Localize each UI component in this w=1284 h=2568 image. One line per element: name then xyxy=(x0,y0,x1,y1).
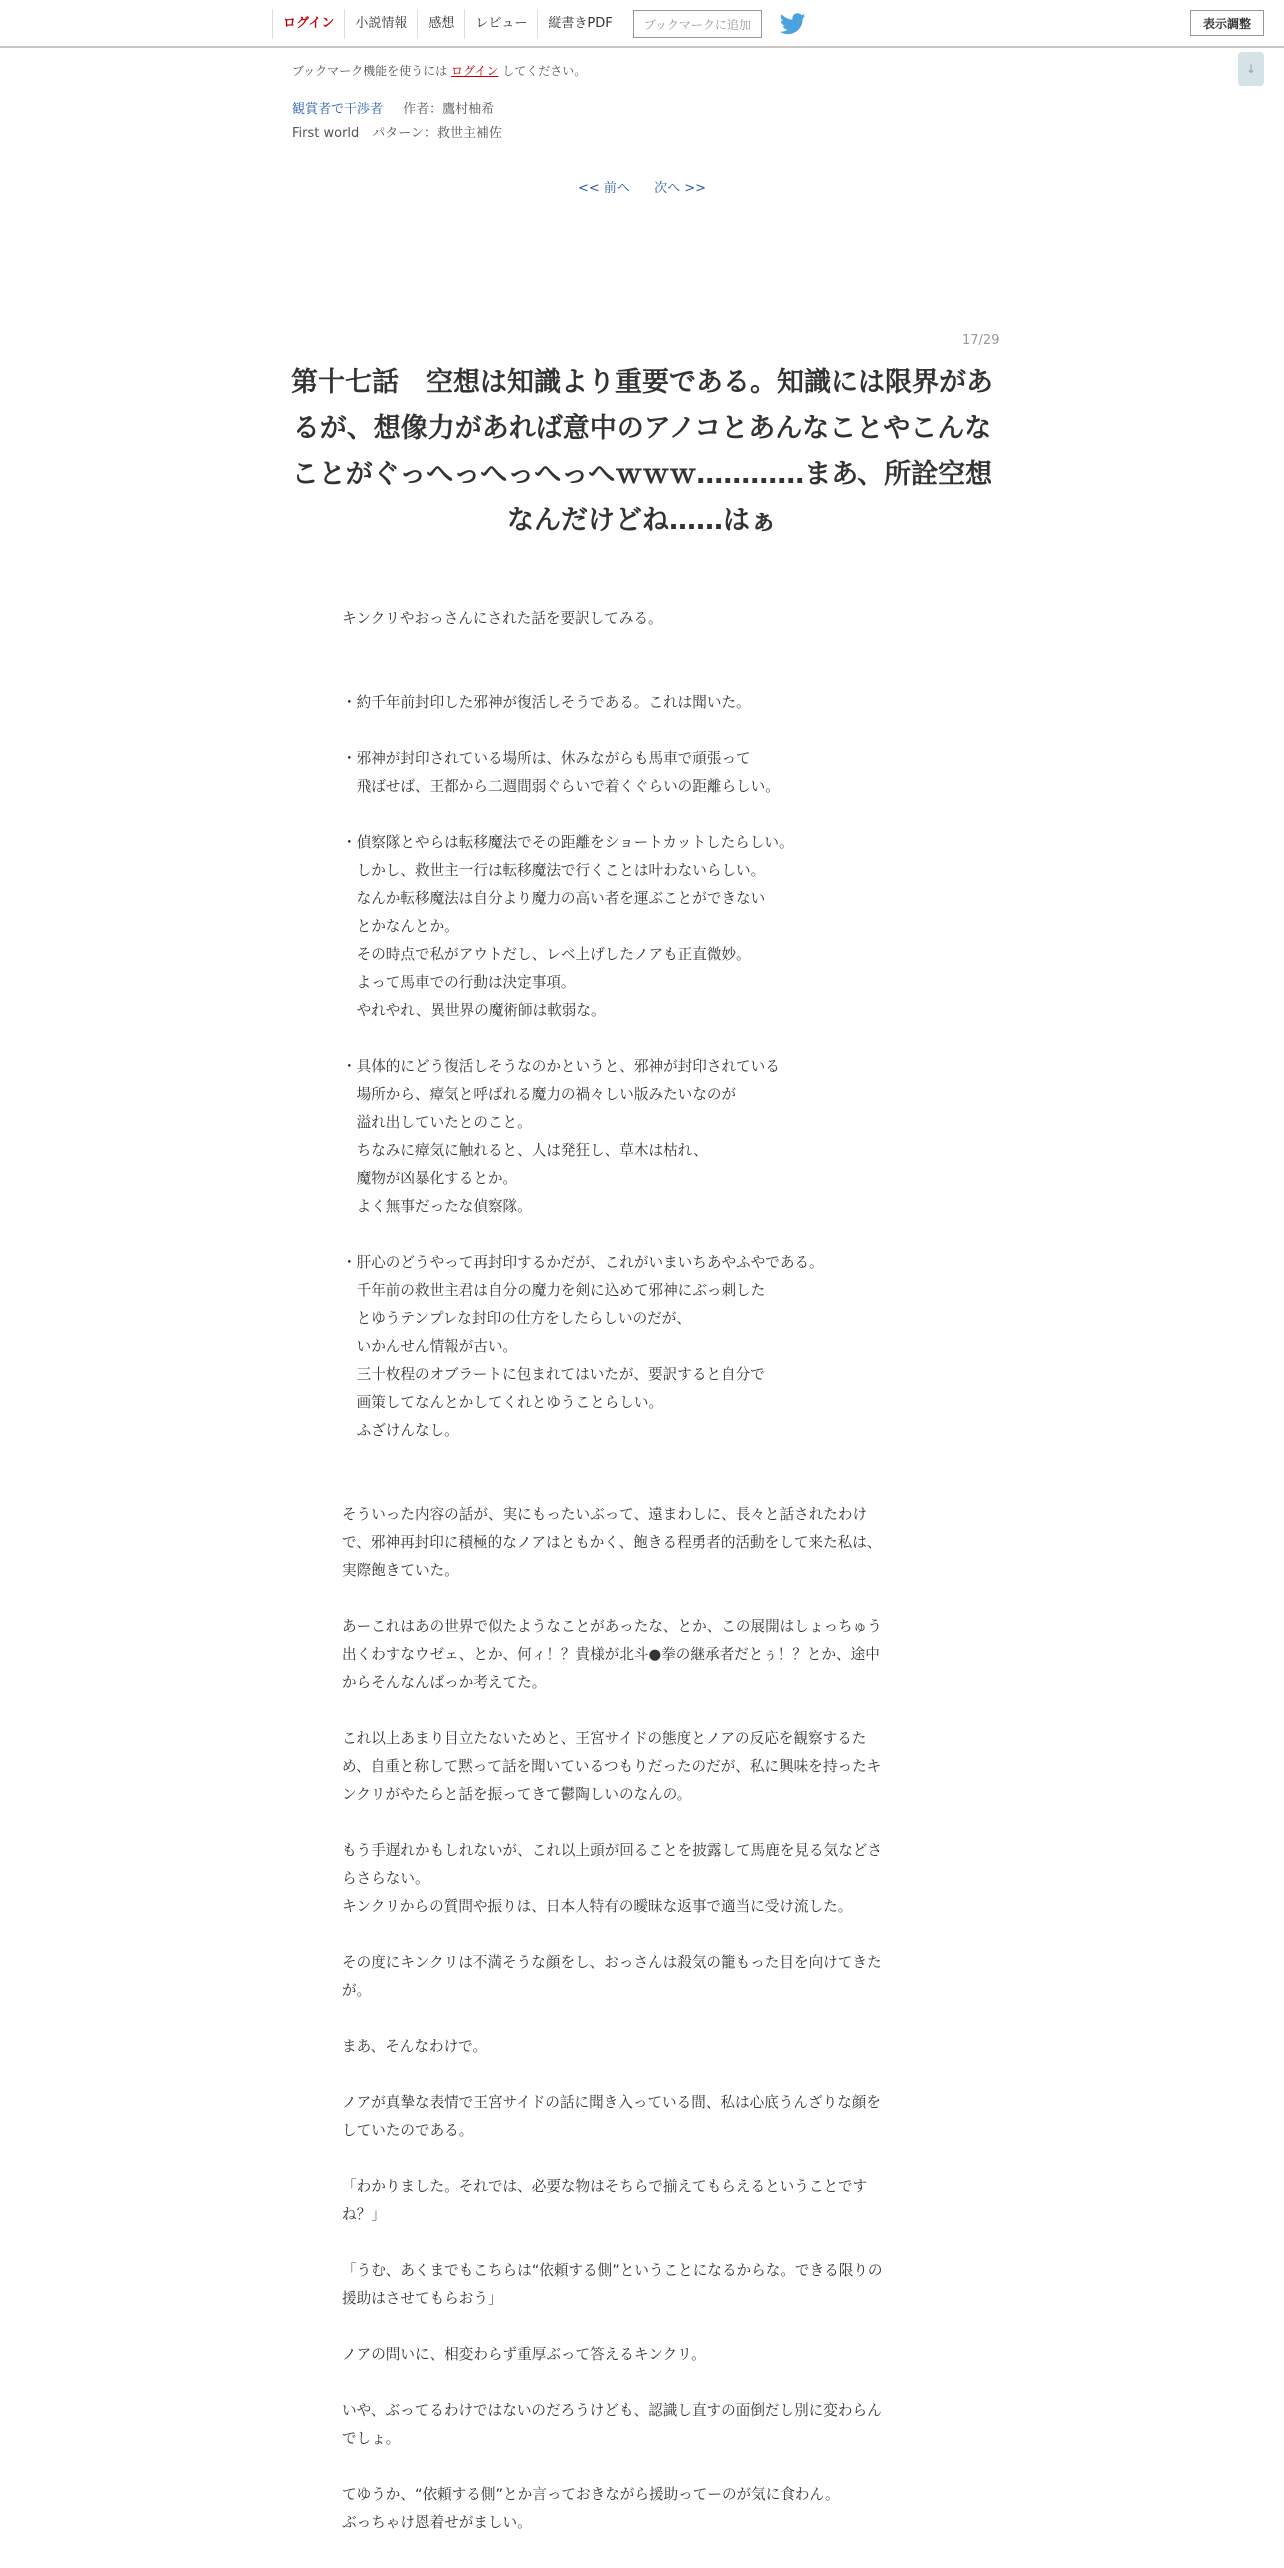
twitter-icon[interactable] xyxy=(780,13,806,35)
body-line: ・偵察隊とやらは転移魔法でその距離をショートカットしたらしい。 xyxy=(342,834,794,851)
body-line: その時点で私がアウトだし、レベ上げしたノアも正直微妙。 xyxy=(342,946,751,963)
notice-login-link[interactable]: ログイン xyxy=(451,64,499,78)
body-line: なんか転移魔法は自分より魔力の高い者を運ぶことができない xyxy=(342,890,766,907)
body-line: 「うむ、あくまでもこちらは“依頼する側”ということになるからな。できる限りの xyxy=(342,2262,883,2279)
body-line: これ以上あまり目立たないためと、王宮サイドの態度とノアの反応を観察するた xyxy=(342,1730,867,1747)
next-chapter-link[interactable]: 次へ >> xyxy=(654,181,706,196)
body-line: ぶっちゃけ恩着せがましい。 xyxy=(342,2514,532,2531)
body-line: め、自重と称して黙って話を聞いているつもりだったのだが、私に興味を持ったキ xyxy=(342,1758,882,1775)
body-line: てゆうか、“依頼する側”とか言っておきながら援助ってーのが気に食わん。 xyxy=(342,2486,840,2503)
body-line: その度にキンクリは不満そうな顔をし、おっさんは殺気の籠もった目を向けてきた xyxy=(342,1954,882,1971)
prev-chapter-link[interactable]: << 前へ xyxy=(578,181,630,196)
body-line: もう手遅れかもしれないが、これ以上頭が回ることを披露して馬鹿を見る気などさ xyxy=(342,1842,882,1859)
body-line: で、邪神再封印に積極的なノアはともかく、飽きる程勇者的活動をして来た私は、 xyxy=(342,1534,882,1551)
nav-novel-info[interactable]: 小説情報 xyxy=(344,9,417,39)
body-line xyxy=(342,1697,942,1725)
nav-login[interactable]: ログイン xyxy=(272,9,344,39)
body-line: 三十枚程のオブラートに包まれてはいたが、要訳すると自分で xyxy=(342,1366,765,1383)
body-line: 実際飽きていた。 xyxy=(342,1562,459,1579)
body-line: あーこれはあの世界で似たようなことがあったな、とか、この展開はしょっちゅう xyxy=(342,1618,882,1635)
body-line: キンクリからの質問や振りは、日本人特有の曖昧な返事で適当に受け流した。 xyxy=(342,1898,853,1915)
body-line: まあ、そんなわけで。 xyxy=(342,2038,488,2055)
chapter-title: 第十七話 空想は知識より重要である。知識には限界があるが、想像力があれば意中のアノコとあんなことやこんなことがぐっへっへっへっへｗｗｗ…………まあ、所詮空想なんだけどね……はぁ xyxy=(291,367,993,536)
body-line: 溢れ出していたとのこと。 xyxy=(342,1114,532,1131)
body-line xyxy=(342,2229,942,2257)
novel-subtitle: First world パターン：救世主補佐 xyxy=(292,126,503,141)
body-line xyxy=(342,633,942,661)
scroll-down-button[interactable]: ↓ xyxy=(1238,52,1264,86)
body-line: 千年前の救世主君は自分の魔力を剣に込めて邪神にぶっ刺した xyxy=(342,1282,766,1299)
body-line: 出くわすなウゼェ、とか、何ィ！？貴様が北斗●拳の継承者だとぅ！？とか、途中 xyxy=(342,1646,880,1663)
body-line xyxy=(342,1921,942,1949)
body-line: からそんなんばっか考えてた。 xyxy=(342,1674,547,1691)
body-line: ね？」 xyxy=(342,2206,386,2223)
body-line xyxy=(342,1473,942,1501)
body-line: やれやれ、異世界の魔術師は軟弱な。 xyxy=(342,1002,606,1019)
body-line: とかなんとか。 xyxy=(342,918,459,935)
body-line: ・邪神が封印されている場所は、休みながらも馬車で頑張って xyxy=(342,750,751,767)
main-nav xyxy=(272,8,806,40)
body-line: が。 xyxy=(342,1982,372,1999)
body-line: 飛ばせば、王都から二週間弱ぐらいで着くぐらいの距離らしい。 xyxy=(342,778,780,795)
body-line xyxy=(342,661,942,689)
display-settings-button[interactable]: 表示調整 xyxy=(1190,10,1264,36)
body-line xyxy=(342,1585,942,1613)
body-line xyxy=(342,2145,942,2173)
body-line: でしょ。 xyxy=(342,2430,401,2447)
body-line: いや、ぶってるわけではないのだろうけども、認識し直すの面倒だし別に変わらん xyxy=(342,2402,882,2419)
chapter-body xyxy=(342,605,942,2537)
body-line: ふざけんなし。 xyxy=(342,1422,459,1439)
body-line: ノアが真摯な表情で王宮サイドの話に聞き入っている間、私は心底うんざりな顔を xyxy=(342,2094,881,2111)
nav-vertical-pdf[interactable]: 縦書きPDF xyxy=(537,9,622,39)
body-line: ノアの問いに、相変わらず重厚ぶって答えるキンクリ。 xyxy=(342,2346,706,2363)
body-line: そういった内容の話が、実にもったいぶって、遠まわしに、長々と話されたわけ xyxy=(342,1506,868,1523)
body-line: キンクリやおっさんにされた話を要訳してみる。 xyxy=(342,610,663,627)
body-line xyxy=(342,2369,942,2397)
body-line: 場所から、瘴気と呼ばれる魔力の禍々しい版みたいなのが xyxy=(342,1086,737,1103)
body-line: しかし、救世主一行は転移魔法で行くことは叶わないらしい。 xyxy=(342,862,766,879)
author-label: 作者：鷹村柚希 xyxy=(403,102,495,117)
body-line: 画策してなんとかしてくれとゆうことらしい。 xyxy=(342,1394,664,1411)
bookmark-notice: ブックマーク機能を使うには ログイン してください。 xyxy=(292,64,587,78)
body-line: ・肝心のどうやって再封印するかだが、これがいまいちあやふやである。 xyxy=(342,1254,824,1271)
chapter-pager xyxy=(0,177,1284,196)
body-line: ・具体的にどう復活しそうなのかというと、邪神が封印されている xyxy=(342,1058,780,1075)
body-line: 魔物が凶暴化するとか。 xyxy=(342,1170,518,1187)
body-line xyxy=(342,2313,942,2341)
body-line xyxy=(342,2061,942,2089)
series-title-link[interactable]: 観賞者で干渉者 xyxy=(292,102,384,117)
add-bookmark-button[interactable]: ブックマークに追加 xyxy=(633,10,762,38)
chapter-counter: 17/29 xyxy=(962,333,1000,348)
body-line xyxy=(342,2453,942,2481)
body-line: いかんせん情報が古い。 xyxy=(342,1338,518,1355)
body-line xyxy=(342,1025,942,1053)
body-line: 「わかりました。それでは、必要な物はそちらで揃えてもらえるということです xyxy=(342,2178,868,2195)
body-line xyxy=(342,1221,942,1249)
novel-meta xyxy=(292,98,494,117)
body-line xyxy=(342,1809,942,1837)
body-line: していたのである。 xyxy=(342,2122,474,2139)
nav-impressions[interactable]: 感想 xyxy=(417,9,464,39)
nav-review[interactable]: レビュー xyxy=(464,9,537,39)
body-line: 援助はさせてもらおう」 xyxy=(342,2290,503,2307)
body-line: ・約千年前封印した邪神が復活しそうである。これは聞いた。 xyxy=(342,694,751,711)
body-line: ちなみに瘴気に触れると、人は発狂し、草木は枯れ、 xyxy=(342,1142,708,1159)
body-line: ンクリがやたらと話を振ってきて鬱陶しいのなんの。 xyxy=(342,1786,692,1803)
body-line: よって馬車での行動は決定事項。 xyxy=(342,974,576,991)
body-line xyxy=(342,801,942,829)
body-line: とゆうテンプレな封印の仕方をしたらしいのだが、 xyxy=(342,1310,691,1327)
body-line xyxy=(342,1445,942,1473)
header-bar xyxy=(0,0,1284,48)
body-line xyxy=(342,717,942,745)
body-line xyxy=(342,2005,942,2033)
body-line: らさらない。 xyxy=(342,1870,430,1887)
body-line: よく無事だったな偵察隊。 xyxy=(342,1198,532,1215)
